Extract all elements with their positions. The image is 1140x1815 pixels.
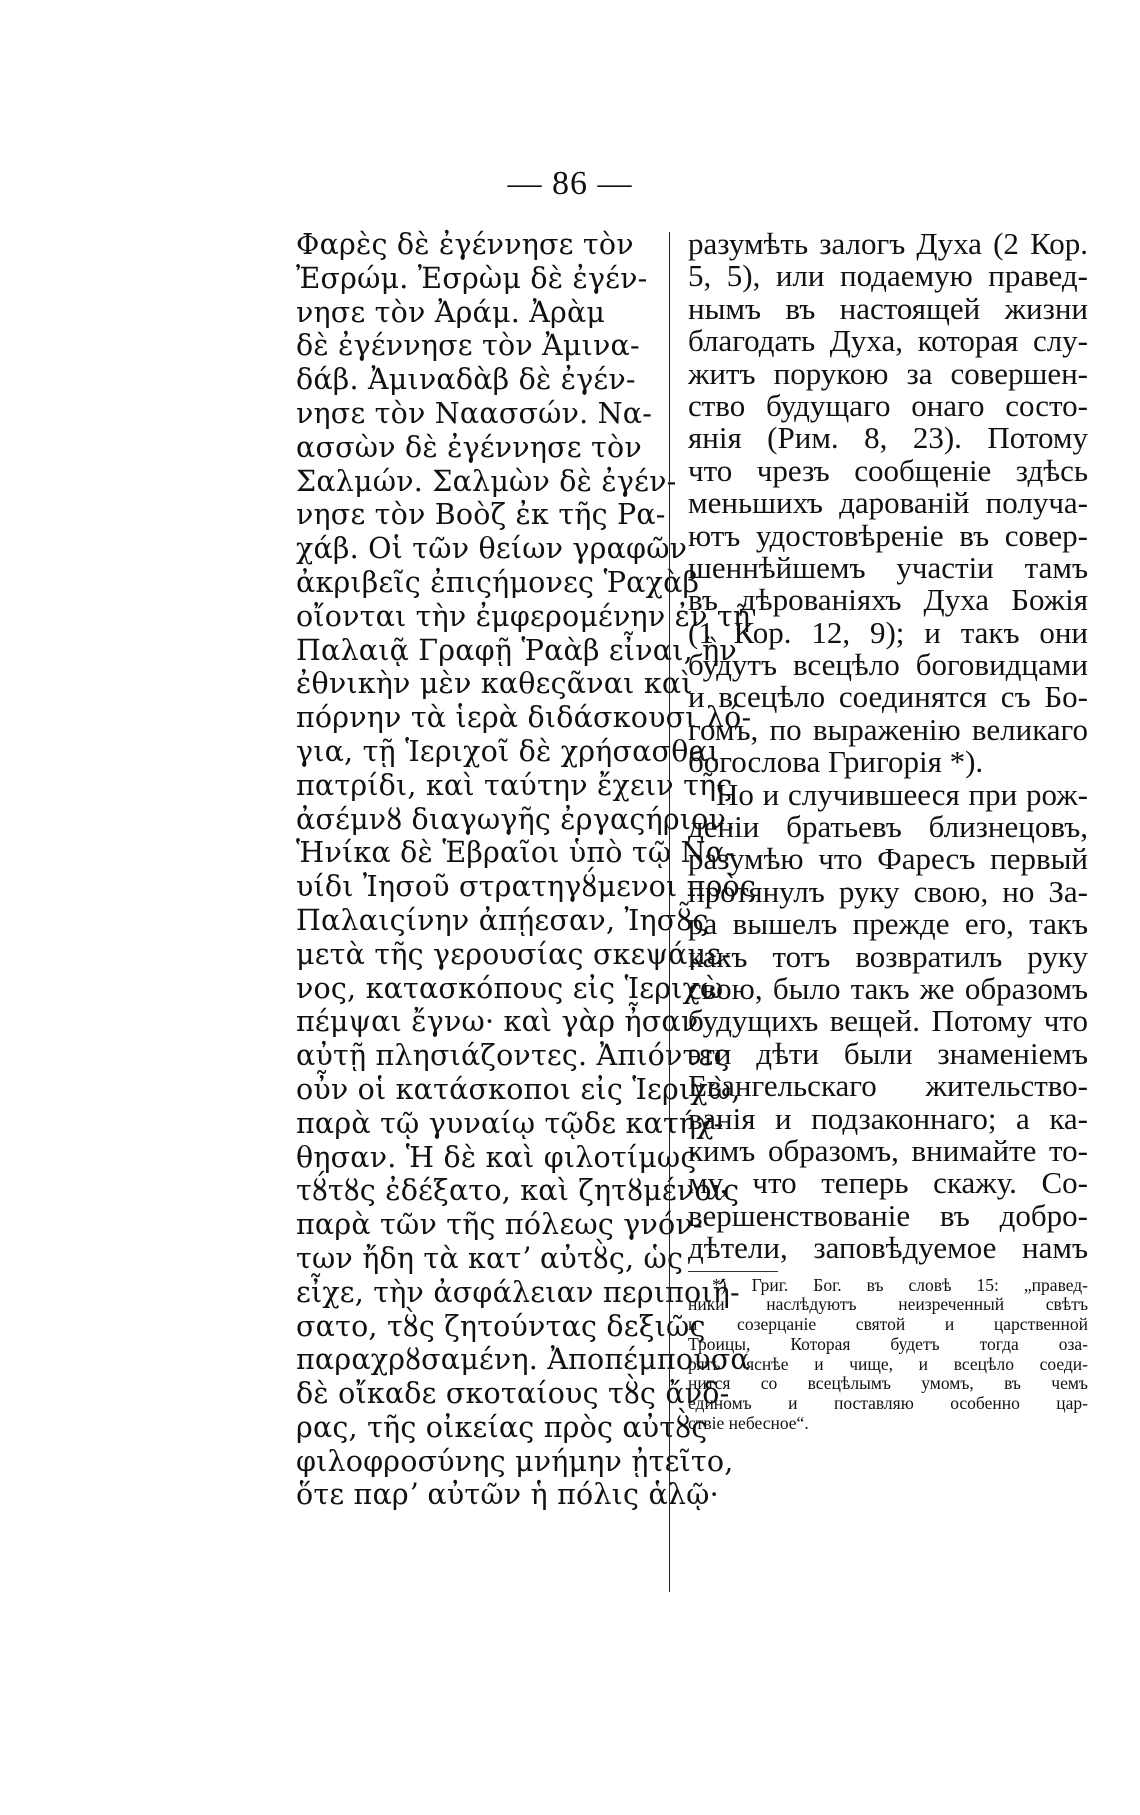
- greek-line: δάβ. Ἀμιναδὰβ δὲ ἐγέν-: [296, 363, 636, 397]
- russian-line: разумѣю что Фаресъ первый: [688, 841, 1088, 877]
- greek-line: Ἡνίκα δὲ Ἑβραῖοι ὑπὸ τῷ Να-: [296, 836, 735, 870]
- footnote: [688, 1276, 1088, 1434]
- greek-line: νησε τὸν Ἀράμ. Ἀρὰμ: [296, 295, 606, 329]
- russian-line: Но и случившееся при рож-: [716, 776, 1088, 812]
- footnote-line: нится со всецѣлымъ умомъ, въ чемъ: [688, 1373, 1088, 1394]
- greek-line: υίδι Ἰησοῦ στρατηγȣ́μενοι πρὸς: [296, 870, 757, 904]
- russian-line: разумѣть залогъ Духа (2 Кор.: [688, 226, 1088, 261]
- russian-line: въ дѣрованіяхъ Духа Божія: [688, 582, 1088, 618]
- greek-line: παραχρȣσαμένη. Ἀποπέμπουσα: [296, 1343, 750, 1377]
- greek-line: ἀσέμνȣ διαγωγῆς ἐργαςήριον.: [296, 802, 736, 836]
- greek-line: πέμψαι ἔγνω· καὶ γὰρ ἦσαν: [296, 1005, 699, 1039]
- russian-line: меньшихъ дарованій получа-: [688, 485, 1088, 521]
- greek-line: σατο, τȣ̀ς ζητούντας δεξιῶς: [296, 1309, 706, 1343]
- greek-line: δὲ οἴκαδε σκοταίους τȣ̀ς ἄνδ-: [296, 1377, 730, 1411]
- greek-line: των ἤδη τὰ κατʼ αὐτȣ̀ς, ὡς: [296, 1241, 684, 1275]
- greek-line: ἀκριβεῖς ἐπιςήμονες Ῥαχὰβ: [296, 565, 700, 599]
- greek-line: πατρίδι, καὶ ταύτην ἔχειν τῆς: [296, 768, 733, 802]
- russian-line: какъ тотъ возвратилъ руку: [688, 938, 1088, 974]
- footnote-line: ники наслѣдуютъ неизреченный свѣтъ: [688, 1294, 1088, 1315]
- greek-line: νος, κατασκόπους εἰς Ἱεριχὼ: [296, 971, 724, 1005]
- russian-line: Евангельскаго жительство-: [688, 1068, 1088, 1104]
- greek-line: Ἐσρώμ. Ἐσρὼμ δὲ ἐγέν-: [296, 261, 648, 295]
- column-divider: [669, 232, 670, 1592]
- greek-line: Παλαιᾷ Γραφῇ Ῥαὰβ εἶναι, ἣν: [296, 633, 737, 667]
- greek-line: νησε τὸν Βοὸζ ἐκ τῆς Ρα-: [296, 498, 666, 532]
- russian-line: му, что теперь скажу. Со-: [688, 1165, 1088, 1201]
- greek-line: φιλοφροσύνης μνήμην ᾐτεῖτο,: [296, 1444, 734, 1478]
- russian-line: свою, было такъ же образомъ: [688, 970, 1088, 1006]
- greek-line: ὅτε παρʼ αὐτῶν ἡ πόλις ἁλῷ·: [296, 1478, 719, 1512]
- russian-paragraph-1: [688, 228, 1088, 779]
- russian-line: ютъ удостовѣреніе въ совер-: [688, 517, 1088, 553]
- russian-text-column: [688, 228, 1088, 1434]
- russian-line: протянулъ руку свою, но За-: [688, 873, 1088, 909]
- russian-line: нымъ въ настоящей жизни: [688, 290, 1088, 326]
- greek-line: παρὰ τῷ γυναίῳ τῷδε κατήχ-: [296, 1106, 724, 1140]
- greek-line: Παλαιςίνην ἀπῄεσαν, Ἰησȣ̃ς: [296, 903, 709, 937]
- greek-line: τȣ́τȣς ἐδέξατο, καὶ ζητȣμένοις: [296, 1174, 740, 1208]
- greek-line: εἶχε, τὴν ἀσφάλειαν περιποιή-: [296, 1275, 740, 1309]
- greek-line: χάβ. Οἱ τῶν θείων γραφῶν: [296, 532, 688, 566]
- russian-line: что чрезъ сообщеніе здѣсь: [688, 452, 1088, 488]
- footnote-line: Троицы, Которая будетъ тогда оза-: [688, 1333, 1088, 1354]
- greek-line: για, τῇ Ἱεριχοῖ δὲ χρήσασθαι: [296, 734, 720, 768]
- russian-line: дѣтели, заповѣдуемое намъ: [688, 1230, 1088, 1266]
- greek-line: οὖν οἱ κατάσκοποι εἰς Ἱεριχὼ,: [296, 1072, 741, 1106]
- footnote-line: единомъ и поставляю особенно цар-: [688, 1393, 1088, 1414]
- page-number: — 86 —: [507, 165, 633, 202]
- russian-line: янія (Рим. 8, 23). Потому: [688, 420, 1088, 456]
- greek-line: ρας, τῆς οἰκείας πρὸς αὐτȣ̀ς: [296, 1410, 708, 1444]
- russian-line: благодать Духа, которая слу-: [688, 323, 1088, 359]
- footnote-rule: [688, 1271, 778, 1272]
- footnote-line: ствіе небесное“.: [688, 1413, 809, 1434]
- russian-line: кимъ образомъ, внимайте то-: [688, 1132, 1088, 1168]
- russian-line: шеннѣйшемъ участіи тамъ: [688, 549, 1088, 585]
- russian-line: ра вышелъ прежде его, такъ: [688, 906, 1088, 942]
- russian-line: эти дѣти были знаменіемъ: [688, 1035, 1088, 1071]
- greek-line: Σαλμών. Σαλμὼν δὲ ἐγέν-: [296, 464, 677, 498]
- russian-line: 5, 5), или подаемую правед-: [688, 258, 1088, 294]
- russian-line: будущихъ вещей. Потому что: [688, 1003, 1088, 1039]
- russian-line: богослова Григорія *).: [688, 744, 984, 780]
- russian-line: ство будущаго онаго состо-: [688, 387, 1088, 423]
- russian-paragraph-2: [688, 776, 1088, 1266]
- greek-line: πόρνην τὰ ἱερὰ διδάσκουσι λό-: [296, 701, 752, 735]
- greek-line: δὲ ἐγέννησε τὸν Ἀμινα-: [296, 329, 640, 363]
- greek-line: Φαρὲς δὲ ἐγέννησε τὸν: [296, 228, 634, 261]
- russian-line: будутъ всецѣло боговидцами: [688, 647, 1088, 683]
- greek-line: μετὰ τῆς γερουσίας σκεψάμε-: [296, 937, 732, 971]
- russian-line: ванія и подзаконнаго; а ка-: [688, 1100, 1088, 1136]
- greek-line: ἐθνικὴν μὲν καθεςᾶναι καὶ: [296, 667, 693, 701]
- russian-line: гомъ, по выраженію великаго: [688, 711, 1088, 747]
- greek-line: νησε τὸν Ναασσών. Να-: [296, 396, 653, 430]
- greek-line: παρὰ τῶν τῆς πόλεως γνόν-: [296, 1208, 703, 1242]
- russian-line: житъ порукою за совершен-: [688, 355, 1088, 391]
- russian-line: вершенствованіе въ добро-: [688, 1197, 1088, 1233]
- greek-line: ασσὼν δὲ ἐγέννησε τὸν: [296, 430, 642, 464]
- footnote-line: и созерцаніе святой и царственной: [688, 1314, 1088, 1335]
- footnote-line: *) Григ. Бог. въ словѣ 15: „правед-: [712, 1274, 1088, 1295]
- greek-line: αὐτῇ πλησιάζοντες. Ἀπιόντες: [296, 1039, 730, 1073]
- footnote-line: рять яснѣе и чище, и всецѣло соеди-: [688, 1353, 1088, 1374]
- greek-line: θησαν. Ἡ δὲ καὶ φιλοτίμως: [296, 1140, 697, 1174]
- russian-line: (1 Кор. 12, 9); и такъ они: [688, 614, 1088, 650]
- russian-line: деніи братьевъ близнецовъ,: [688, 809, 1088, 845]
- russian-line: и всецѣло соединятся съ Бо-: [688, 679, 1088, 715]
- greek-line: οἴονται τὴν ἐμφερομένην ἐν τῇ: [296, 599, 751, 633]
